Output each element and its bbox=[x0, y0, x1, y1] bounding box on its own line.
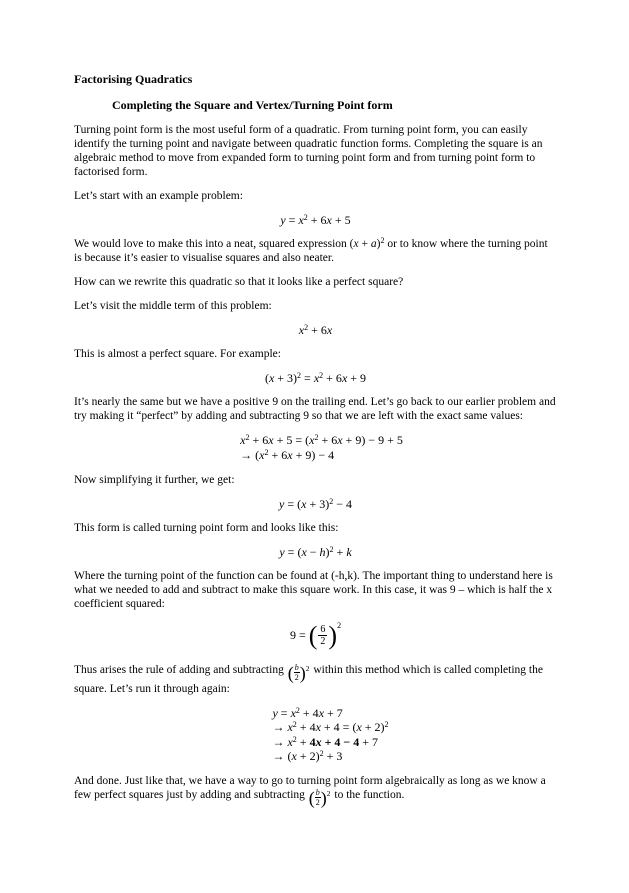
close-paren: ) bbox=[299, 662, 306, 683]
equation-vertex-form: $y = (x - h)^2 + k$ bbox=[279, 544, 352, 559]
fraction-denominator: 2 bbox=[320, 635, 326, 647]
paragraph-intro: Turning point form is the most useful form of a quadratic. From turning point form, you can easily identify the turning point and navigate between quadratic function forms. Completing the square is an algebraic method to move from expanded form to turning point form and from turning point form to factorised form. bbox=[74, 124, 543, 178]
inline-fraction bbox=[288, 664, 310, 682]
equation-run-through-block bbox=[74, 706, 557, 765]
paragraph-simplify-lead: Now simplifying it further, we get: bbox=[74, 473, 235, 486]
equation-add-subtract-block bbox=[74, 433, 557, 463]
document-title: Factorising Quadratics bbox=[74, 72, 193, 86]
paragraph-nearly-same: It’s nearly the same but we have a positive 9 on the trailing end. Let’s go back to our earlier problem and try making it “perfect” by adding and subtracting 9 so that we are left with the exact same values: bbox=[74, 396, 556, 422]
fraction-denominator: 2 bbox=[315, 798, 320, 807]
equation-turning-point-result: $y = (x + 3)^2 - 4$ bbox=[279, 496, 352, 511]
equation-example-problem: $y = x^2 + 6x + 5$ bbox=[280, 213, 351, 227]
paragraph-rule: Thus arises the rule of adding and subtracting ( $\frac{b}{2}$ ) 2 within this method which is called completing the square. Let’s run it through again: bbox=[74, 662, 543, 695]
fraction-numerator: b bbox=[294, 662, 299, 672]
open-paren: ( bbox=[308, 788, 315, 808]
equation-line: → $(x^2 + 6x + 9) - 4$ bbox=[240, 447, 335, 462]
equation-line: → $(x + 2)^2 + 3$ bbox=[272, 749, 343, 763]
close-paren: ) bbox=[328, 620, 338, 650]
equation-line: $x^2 + 6x + 5 = (x^2 + 6x + 9) - 9 + 5$ bbox=[240, 433, 403, 447]
equation-line: $y = x^2 + 4x + 7$ bbox=[272, 705, 343, 720]
section-heading: Completing the Square and Vertex/Turning Point form bbox=[112, 98, 393, 112]
open-paren: ( bbox=[308, 620, 318, 650]
equation-line: → $x^2 + 4x + 4 - 4 + 7$ bbox=[272, 734, 379, 749]
paragraph-middle-term-lead: Let’s visit the middle term of this problem: bbox=[74, 300, 272, 312]
close-paren: ) bbox=[320, 788, 327, 808]
exponent: 2 bbox=[326, 789, 331, 798]
fraction-denominator: 2 bbox=[294, 672, 299, 682]
exponent: 2 bbox=[305, 663, 310, 673]
fraction-numerator: b bbox=[315, 788, 320, 797]
paragraph-turning-point-form-lead: This form is called turning point form and looks like this: bbox=[74, 521, 339, 534]
paragraph-squared-expression: We would love to make this into a neat, squared expression $(x + a)^2$ or to know where the turning point is because it’s easier to visualise squares and also neater. bbox=[74, 236, 548, 264]
paragraph-almost-perfect: This is almost a perfect square. For example: bbox=[74, 348, 281, 360]
equation-line: → $x^2 + 4x + 4 = (x + 2)^2$ bbox=[272, 720, 389, 734]
equation-nine-equals-half-squared: 9 = ( $\frac{6}{2}$ ) 2 bbox=[289, 620, 342, 650]
open-paren: ( bbox=[287, 662, 294, 683]
paragraph-conclusion: And done. Just like that, we have a way to go to turning point form algebraically as long as we know a few perfect squares just by adding and subtracting ( $\frac{b}{2}$ ) 2 to the function. bbox=[74, 775, 546, 808]
paragraph-example-lead: Let’s start with an example problem: bbox=[74, 190, 243, 202]
equation-middle-term: $x^2 + 6x$ bbox=[298, 323, 333, 337]
fraction-numerator: 6 bbox=[320, 623, 326, 635]
inline-fraction bbox=[309, 789, 331, 807]
equation-perfect-square-example: $(x + 3)^2 = x^2 + 6x + 9$ bbox=[264, 371, 367, 385]
fraction bbox=[318, 625, 327, 647]
paragraph-rewrite-question: How can we rewrite this quadratic so that it looks like a perfect square? bbox=[74, 276, 404, 288]
paragraph-where-turning-point: Where the turning point of the function can be found at (-h,k). The important thing to understand here is what we needed to add and subtract to make this square work. In this case, it was 9 – which is half the x coefficient squared: bbox=[74, 569, 553, 610]
exponent: 2 bbox=[337, 620, 342, 630]
